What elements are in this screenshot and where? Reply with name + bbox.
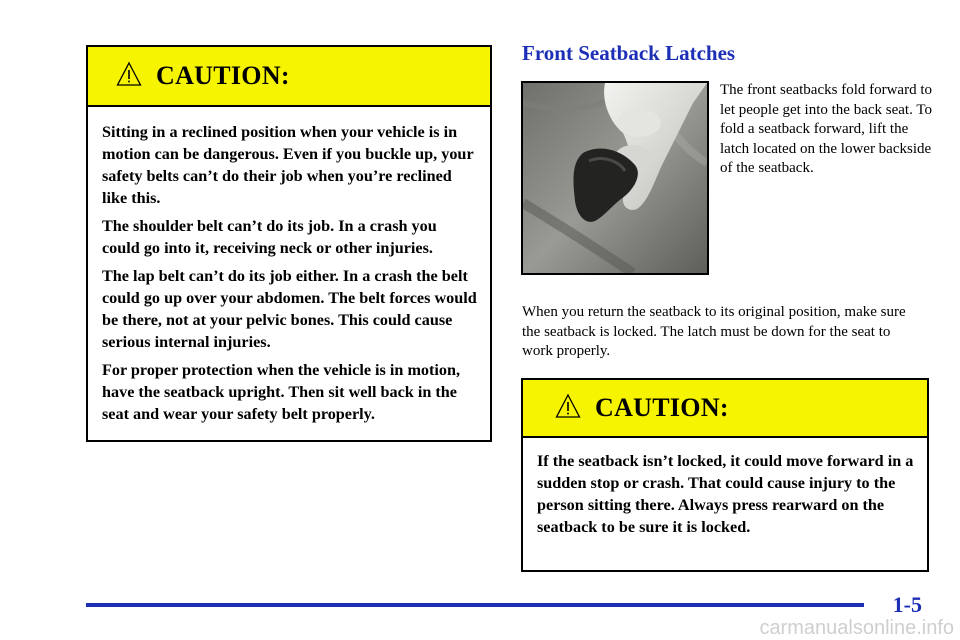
- caution-title: CAUTION:: [595, 393, 729, 422]
- seatback-latch-photo: [521, 81, 709, 275]
- caution-body: [523, 438, 927, 538]
- warning-triangle-icon: [555, 393, 581, 424]
- caution-paragraph: If the seatback isn’t locked, it could move forward in a sudden stop or crash. That could cause injury to the person sitting there. Always press rearward on the seatback to be sure it is locked.: [537, 452, 914, 536]
- caution-header: [523, 380, 927, 438]
- caution-paragraph: Sitting in a reclined position when your vehicle is in motion can be dangerous. Even if you buckle up, your safety belts can’t do their job when you’re reclined like this.: [102, 123, 474, 207]
- warning-triangle-icon: [116, 61, 142, 92]
- seatback-return-paragraph: When you return the seatback to its original position, make sure the seatback is locked. The latch must be down for the seat to work properly.: [522, 304, 906, 360]
- caution-body: [88, 107, 490, 425]
- watermark: carmanualsonline.info: [759, 617, 954, 639]
- footer-rule: [86, 603, 864, 607]
- caution-header: [88, 47, 490, 107]
- seatback-description: The front seatbacks fold forward to let people get into the back seat. To fold a seatback forward, lift the latch located on the lower backside of the seatback.: [720, 82, 933, 177]
- caution-paragraph: The lap belt can’t do its job either. In a crash the belt could go up over your abdomen. The belt forces would be there, not at your pelvic bones. This could cause serious internal injuries.: [102, 267, 477, 351]
- section-title: Front Seatback Latches: [522, 41, 736, 65]
- caution-box-seatback-lock: [521, 378, 929, 572]
- caution-paragraph: The shoulder belt can’t do its job. In a crash you could go into it, receiving neck or other injuries.: [102, 217, 437, 257]
- caution-title: CAUTION:: [156, 61, 290, 90]
- caution-paragraph: For proper protection when the vehicle is in motion, have the seatback upright. Then sit well back in the seat and wear your safety belt properly.: [102, 361, 461, 423]
- caution-box-reclined: [86, 45, 492, 442]
- page-number: 1-5: [892, 592, 922, 617]
